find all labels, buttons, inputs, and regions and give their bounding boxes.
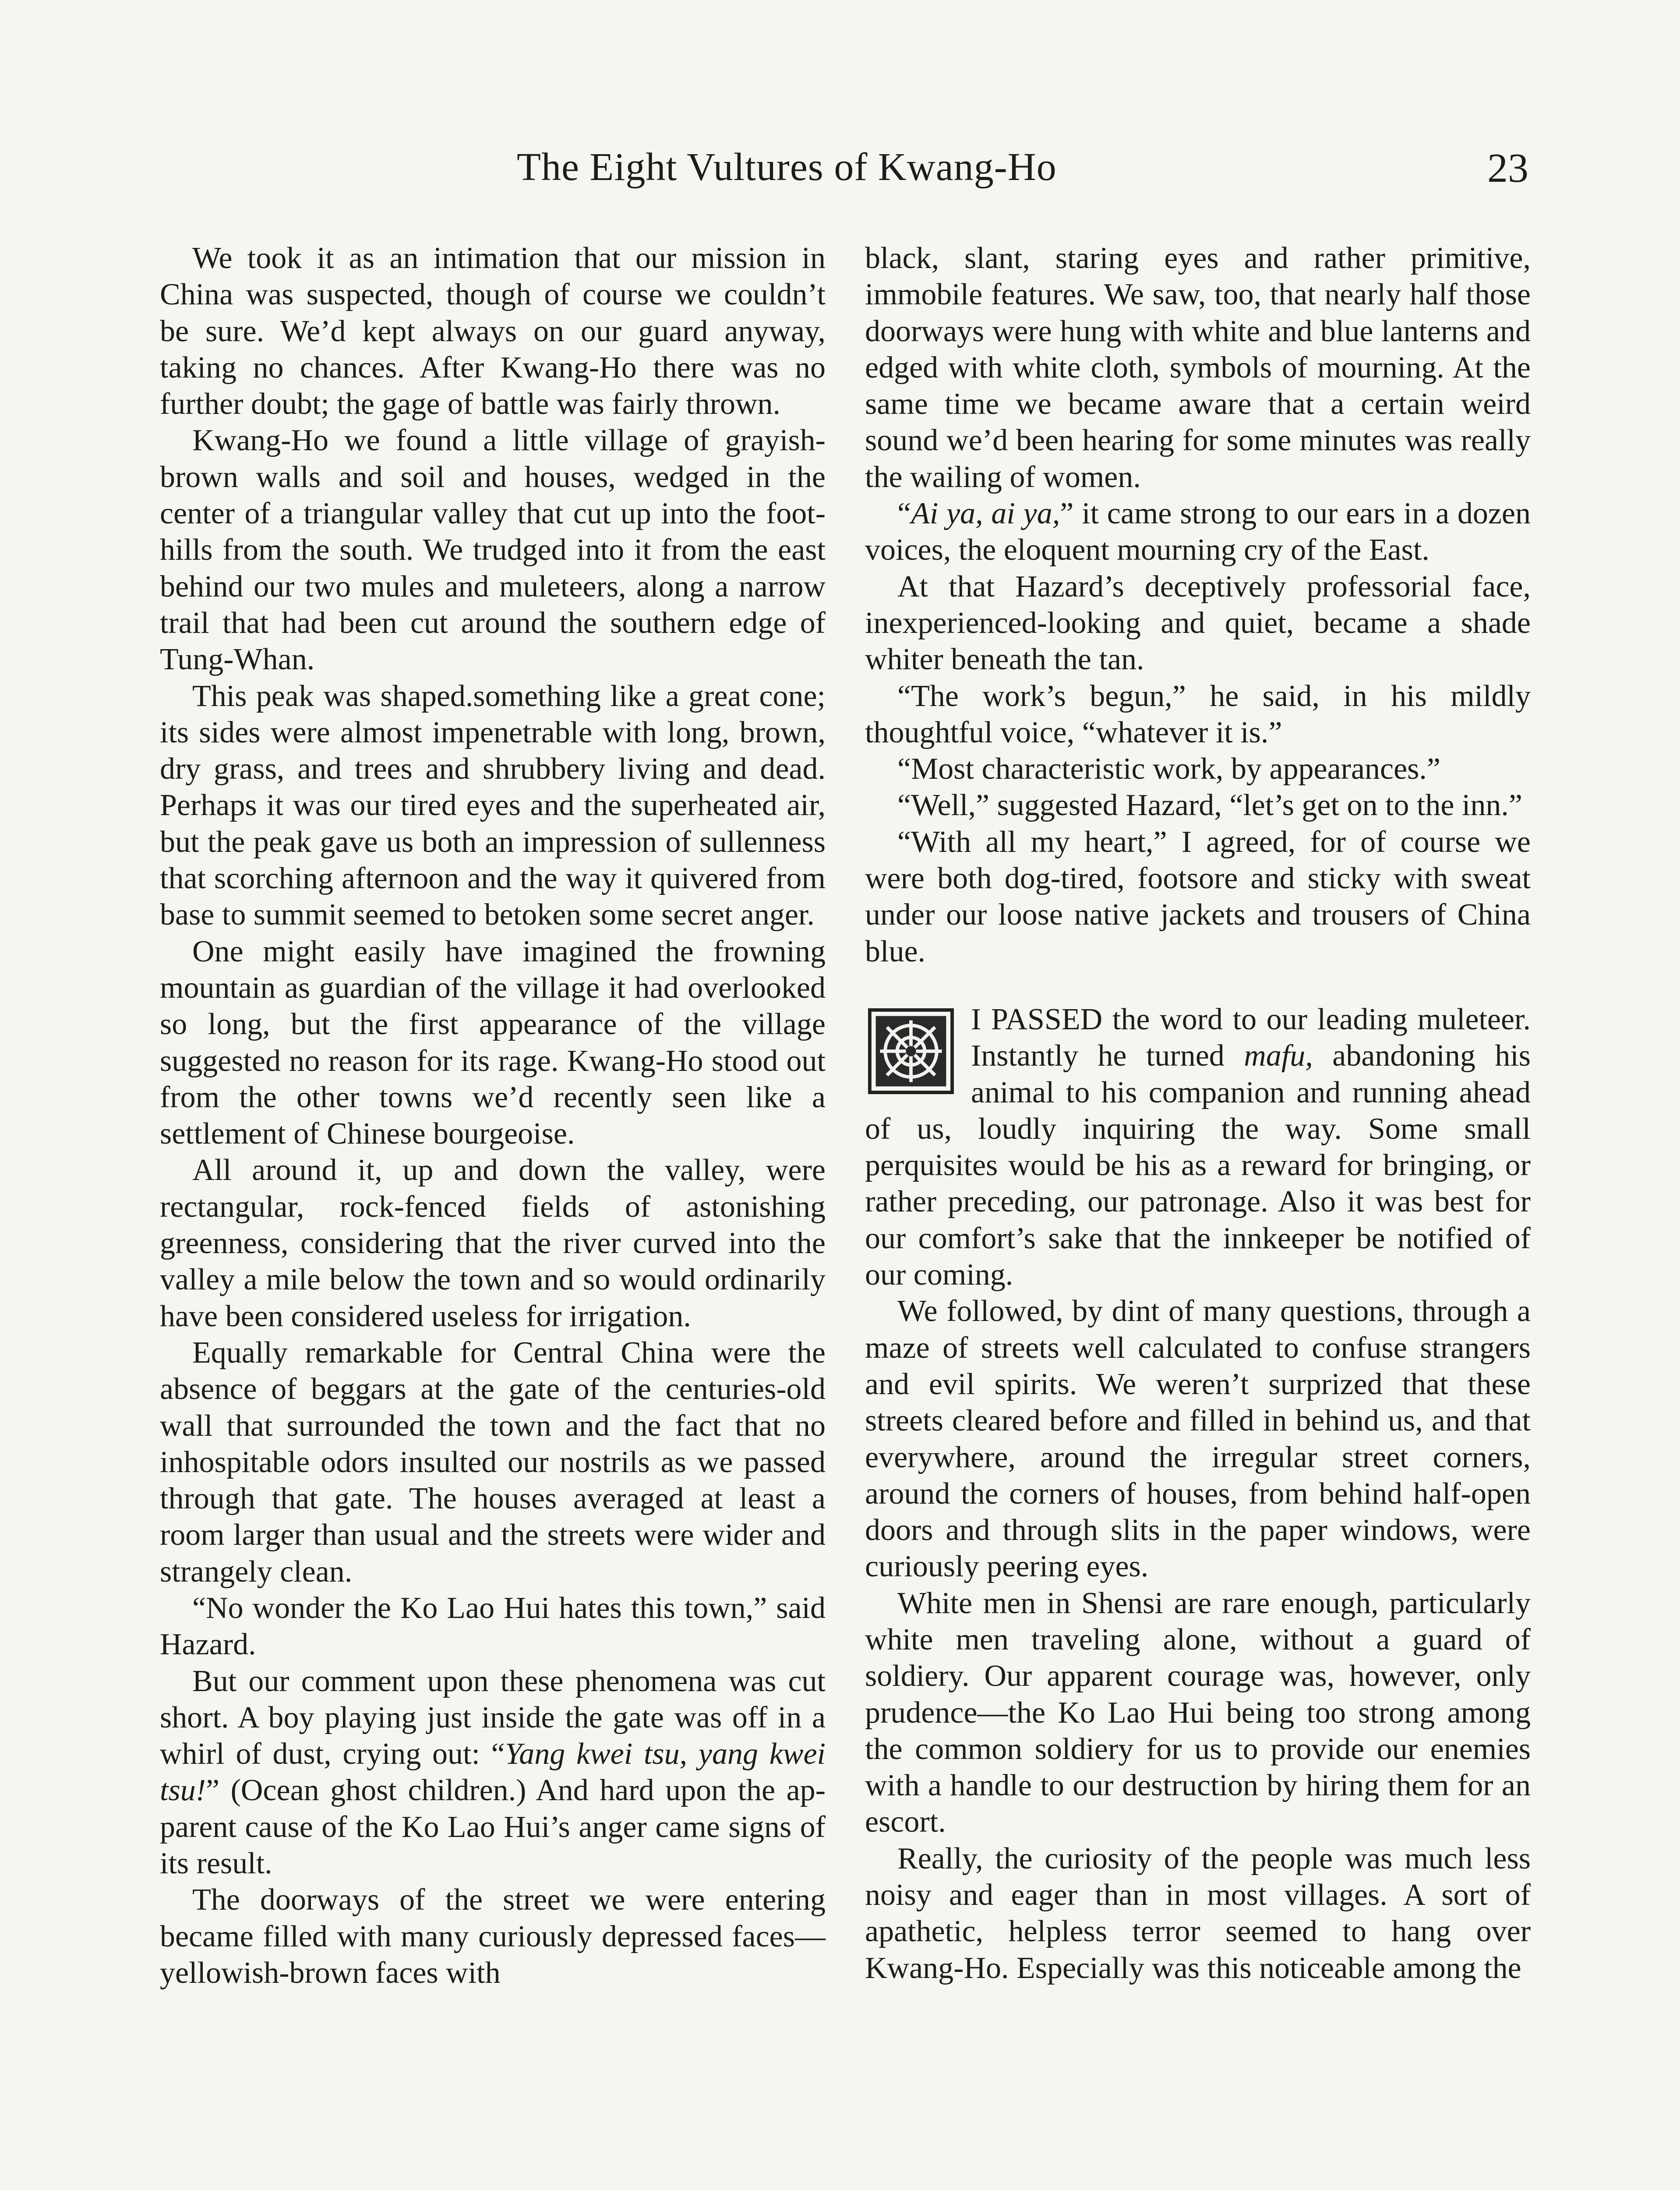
paragraph: Equally remarkable for Central China were the absence of beggars at the gate of the centuries-old wall that surrounded the town and the fact that no inhospitable odors insulted our nostrils as we passed through that gate. The houses averaged at least a room larger than usual and the streets were wider and strangely clean. — [160, 1335, 826, 1589]
paragraph: black, slant, staring eyes and rather primitive, immobile features. We saw, too, that nearly half those doorways were hung with white and blue lanterns and edged with white cloth, symbols of mourning. At the same time we became aware that a certain weird sound we’d been hearing for some minutes was really the wailing of women. — [865, 241, 1531, 494]
italic-phrase: Ai ya, ai ya, — [911, 497, 1060, 531]
italic-phrase: Yang kwei tsu, yang kwei tsu! — [160, 1737, 826, 1808]
page-header — [158, 145, 1528, 206]
paragraph: The doorways of the street we were entering became filled with many curiously depressed faces—yellowish-brown faces with — [160, 1883, 826, 1990]
page-number: 23 — [1487, 145, 1528, 191]
celtic-knot-ornament-icon — [865, 1008, 957, 1094]
paragraph-text: I PASSED the word to our leading muleteer. Instantly he turned — [971, 1002, 1531, 1073]
paragraph: “Most characteristic work, by appearances.” — [897, 752, 1440, 786]
paragraph — [160, 1663, 826, 1882]
paragraph-text: abandoning his animal to his companion and running ahead of us, loudly inquiring the way. Some small perquisites would be his as a reward for bringing, or rather preceding, our patronage. Also it was best for our comfort’s sake that the innkeeper be notified of our coming. — [865, 1039, 1531, 1292]
paragraph: This peak was shaped.something like a great cone; its sides were almost impenetrable with long, brown, dry grass, and trees and shrubbery living and dead. Perhaps it was our tired eyes and the superheated air, but the peak gave us both an impression of sullenness that scorching afternoon and the way it quivered from base to summit seemed to betoken some secret anger. — [160, 679, 826, 932]
paragraph: Really, the curiosity of the people was much less noisy and eager than in most villages. A sort of apathetic, helpless terror seemed to hang over Kwang-Ho. Especially was this noticeable among the — [865, 1841, 1531, 1985]
italic-phrase: mafu, — [1244, 1039, 1313, 1073]
paragraph: “Well,” suggested Hazard, “let’s get on to the inn.” — [897, 788, 1522, 823]
paragraph: Kwang-Ho we found a little village of grayish-brown walls and soil and houses, wedged in the center of a triangular valley that cut up into the foot-hills from the south. We trudged into it from the east behind our two mules and muleteers, along a narrow trail that had been cut around the southern edge of Tung-Whan. — [160, 424, 826, 677]
paragraph: We took it as an intimation that our mission in China was suspected, though of course we couldn’t be sure. We’d kept always on our guard anyway, taking no chances. After Kwang-Ho there was no further doubt; the gage of battle was fairly thrown. — [160, 241, 826, 421]
paragraph: We followed, by dint of many questions, through a maze of streets well calculated to confuse strangers and evil spirits. We weren’t surprized that these streets cleared before and filled in behind us, and that everywhere, around the irregular street corners, around the corners of houses, from behind half-open doors and through slits in the paper windows, were curiously peering eyes. — [865, 1294, 1531, 1584]
left-text-column — [160, 240, 826, 1991]
section-break — [865, 970, 1531, 1001]
paragraph: At that Hazard’s deceptively professorial face, inexperienced-looking and quiet, became a shade whiter beneath the tan. — [865, 569, 1531, 677]
paragraph: “With all my heart,” I agreed, for of course we were both dog-tired, footsore and sticky with sweat under our loose native jackets and trousers of China blue. — [865, 825, 1531, 968]
paragraph: “No wonder the Ko Lao Hui hates this town,” said Hazard. — [160, 1591, 826, 1662]
paragraph-text: ” (Ocean ghost children.) And hard upon the apparent cause of the Ko Lao Hui’s anger came signs of its result. — [160, 1773, 826, 1881]
paragraph-with-ornament — [865, 1001, 1531, 1293]
paragraph: White men in Shensi are rare enough, particularly white men traveling alone, without a guard of soldiery. Our apparent courage was, however, only prudence—the Ko Lao Hui being too strong among the common soldiery for us to provide our enemies with a handle to our destruction by hiring them for an escort. — [865, 1586, 1531, 1839]
paragraph: All around it, up and down the valley, were rectangular, rock-fenced fields of astonishing greenness, considering that the river curved into the valley a mile below the town and so would ordinarily have been considered useless for irrigation. — [160, 1153, 826, 1333]
paragraph — [865, 495, 1531, 569]
paragraph: “The work’s begun,” he said, in his mildly thoughtful voice, “whatever it is.” — [865, 679, 1531, 749]
paragraph-text: But our comment upon these phenomena was cut short. A boy playing just inside the gate was off in a whirl of dust, crying out: “ — [160, 1664, 826, 1771]
running-title: The Eight Vultures of Kwang-Ho — [517, 145, 1057, 189]
paragraph-text: “ — [897, 497, 911, 531]
paragraph-text: ” it came strong to our ears in a dozen voices, the eloquent mourning cry of the East. — [865, 497, 1531, 567]
paragraph: One might easily have imagined the frowning mountain as guardian of the village it had overlooked so long, but the first appearance of the village suggested no reason for its rage. Kwang-Ho stood out from the other towns we’d recently seen like a settlement of Chinese bourgeoise. — [160, 934, 826, 1151]
right-text-column — [865, 240, 1531, 1986]
